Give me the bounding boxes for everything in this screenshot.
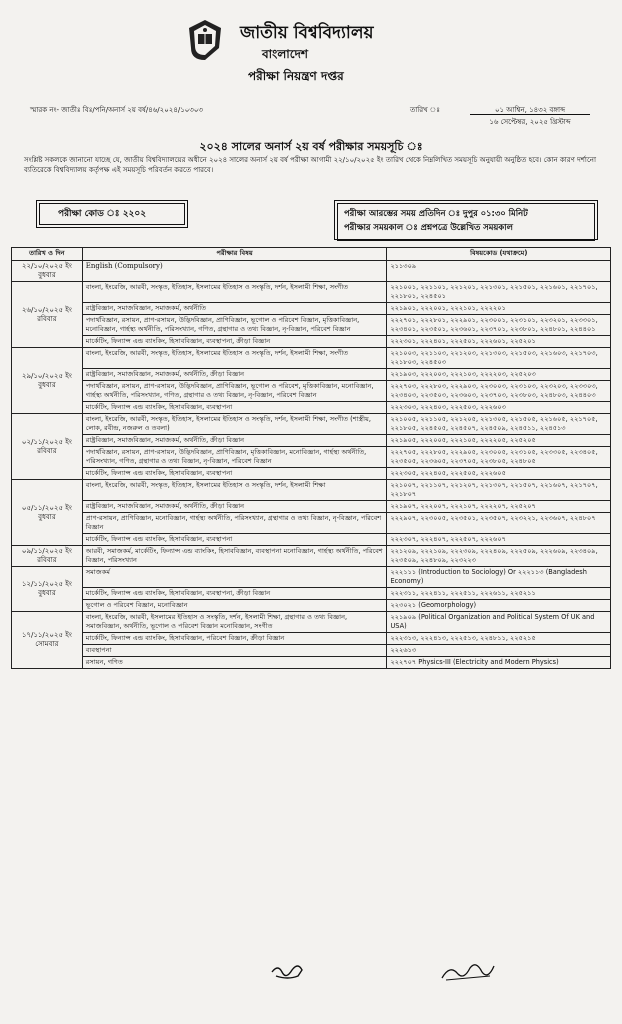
notice-text: সংশ্লিষ্ট সকলকে জানানো যাচ্ছে যে, জাতীয় বিশ্ববিদ্যালয়ের অধীনে ২০২৪ সালের অনার্স ২য় বর্ষ পরীক্ষা আগামী ২২/১০/২০২৫ ইং তারিখ থেকে নিম্নলিখিত সময়সূচি অনুযায়ী অনুষ্ঠিত হবে। কোন কারণ দর্শানো ব্যতিরেকে বিশ্ববিদ্যালয় কর্তৃপক্ষ এই সময়সূচি পরিবর্তন করতে পারবে। (24, 156, 596, 174)
row-date: ২৬/১০/২০২৫ ইং রবিবার (12, 282, 83, 348)
table-row (12, 633, 611, 645)
row-subject: English (Compulsory) (82, 261, 387, 282)
timing-start: পরীক্ষা আরম্ভের সময় প্রতিদিন ঃ দুপুর ০১:৩০ মিনিট (344, 208, 528, 218)
country-name: বাংলাদেশ (262, 47, 308, 61)
table-row (12, 303, 611, 315)
row-subject: ভূগোল ও পরিবেশ বিজ্ঞান, মনোবিজ্ঞান (82, 600, 387, 612)
row-subject: মার্কেটিং, ফিন্যান্স এন্ড ব্যাংকিং, হিসাববিজ্ঞান, ব্যবস্থাপনা, ক্রীড়া বিজ্ঞান (82, 336, 387, 348)
row-code: ২২২৩১৩, ২২২৪১৩, ২২২৫১৩, ২২৪৮১১, ২২৫২১৫ (387, 633, 611, 645)
date-english: ১৬ সেপ্টেম্বর, ২০২৫ খ্রিস্টাব্দ (489, 118, 571, 126)
row-code: ২২২৭০১, ২২২৮০১, ২২২৯০১, ২২৩০০১, ২২৩১০১, ২২৩২০১, ২২৩৩০১, ২২৩৪০১, ২২৩৫০১, ২২৩৬০১, ২২৩৭০১, ২২৩৮০১, ২২৪৮০১, ২২৪৪০১ (387, 315, 611, 336)
table-row (12, 369, 611, 381)
row-subject: মার্কেটিং, ফিন্যান্স এন্ড ব্যাংকিং, হিসাববিজ্ঞান, ব্যবস্থাপনা (82, 468, 387, 480)
row-code: ২২১২০৯, ২২২১০৯, ২২২৩০৯, ২২২৪০৯, ২২২৫০৯, ২২২৬০৯, ২২৩৪০৯, ২২৩৫০৯, ২২৪৮০৯, ২২৩২২৩ (387, 546, 611, 567)
schedule-table (11, 247, 611, 669)
row-code: ২২২৩০৫, ২২২৪০৫, ২২২৫০৫, ২২২৬০৫ (387, 468, 611, 480)
table-row (12, 480, 611, 501)
row-date: ২৯/১০/২০২৫ ইং বুধবার (12, 348, 83, 414)
row-code: ২২২৭০৫, ২২২৮০৫, ২২২৯০৫, ২২৩০০৫, ২২৩১০৫, ২২৩৩০৫, ২২৩৪০৫, ২২৩৫০৫, ২২৩৬০৫, ২২৩৭০৫, ২২৩৮০৫, ২২৪৮০৫ (387, 447, 611, 468)
row-code: ২২২৯০৭, ২২৩০০৫, ২২৩৫০১, ২২৩৫০৭, ২২৩২২১, ২২৩৬০৭, ২২৪৮০৭ (387, 513, 611, 534)
exam-code-box (36, 200, 188, 228)
row-code: ২২২৩১১, ২২২৪১১, ২২২৫১১, ২২২৬১১, ২২৫২১১ (387, 588, 611, 600)
table-row (12, 501, 611, 513)
signature-1-icon (268, 958, 308, 982)
row-subject: রাষ্ট্রবিজ্ঞান, সমাজবিজ্ঞান, সমাজকর্ম, অর্থনীতি, ক্রীড়া বিজ্ঞান (82, 501, 387, 513)
row-code: ২২১৯০৭, ২২২০০৭, ২২২১০৭, ২২২২০৭, ২২৫২০৭ (387, 501, 611, 513)
university-logo-icon (186, 18, 224, 62)
row-subject: বাংলা, ইংরেজি, আরবী, সংস্কৃত, ইতিহাস, ইসলামের ইতিহাস ও সংস্কৃতি, দর্শন, ইসলামী শিক্ষা, সংগীত (শাস্ত্রীয়, লোক, রবীন্দ্র, নজরুল ও তবলা) (82, 414, 387, 435)
row-subject: পদার্থবিজ্ঞান, রসায়ন, প্রাণ-রসায়ন, উদ্ভিদবিজ্ঞান, প্রাণিবিজ্ঞান, মৃত্তিকাবিজ্ঞান, মনোবিজ্ঞান, গার্হস্থ্য অর্থনীতি, পরিসংখ্যান, গণিত, গ্রন্থাগার ও তথ্য বিজ্ঞান, নৃ-বিজ্ঞান, পরিবেশ বিজ্ঞান (82, 447, 387, 468)
row-subject: রাষ্ট্রবিজ্ঞান, সমাজবিজ্ঞান, সমাজকর্ম, অর্থনীতি (82, 303, 387, 315)
row-subject: মার্কেটিং, ফিন্যান্স এন্ড ব্যাংকিং, হিসাববিজ্ঞান, ব্যবস্থাপনা, ক্রীড়া বিজ্ঞান (82, 588, 387, 600)
row-date: ০৯/১১/২০২৫ ইং রবিবার (12, 546, 83, 567)
table-row (12, 282, 611, 303)
row-date: ০২/১১/২০২৫ ইং রবিবার (12, 414, 83, 480)
office-name: পরীক্ষা নিয়ন্ত্রণ দপ্তর (248, 69, 344, 83)
row-date: ০৫/১১/২০২৫ ইং বুধবার (12, 480, 83, 546)
row-subject: মার্কেটিং, ফিন্যান্স এন্ড ব্যাংকিং, হিসাববিজ্ঞান, পরিবেশ বিজ্ঞান, ক্রীড়া বিজ্ঞান (82, 633, 387, 645)
row-subject: প্রাণ-রসায়ন, প্রাণিবিজ্ঞান, মনোবিজ্ঞান, গার্হস্থ্য অর্থনীতি, পরিসংখ্যান, গ্রন্থাগার ও তথ্য বিজ্ঞান, নৃ-বিজ্ঞান, পরিবেশ বিজ্ঞান (82, 513, 387, 534)
row-subject: পদার্থবিজ্ঞান, রসায়ন, প্রাণ-রসায়ন, উদ্ভিদবিজ্ঞান, প্রাণিবিজ্ঞান, ভূগোল ও পরিবেশ, মৃত্তিকাবিজ্ঞান, মনোবিজ্ঞান, গার্হস্থ্য অর্থনীতি, পরিসংখ্যান, গণিত, গ্রন্থাগার ও তথ্য বিজ্ঞান, নৃ-বিজ্ঞান, পরিবেশ বিজ্ঞান (82, 381, 387, 402)
row-date: ১৭/১১/২০২৫ ইং সোমবার (12, 612, 83, 669)
table-row (12, 513, 611, 534)
table-row (12, 336, 611, 348)
row-code: ২২১৯০৩, ২২২০০৩, ২২২১০৩, ২২২২০৩, ২২৫২০৩ (387, 369, 611, 381)
table-row (12, 261, 611, 282)
row-subject: ব্যবস্থাপনা (82, 645, 387, 657)
row-code: ২২২৬১৩ (387, 645, 611, 657)
timing-inner (337, 203, 595, 241)
date-divider (470, 114, 590, 115)
memo-number: স্মারক নং- জাতীঃ বিঃ/পনি/অনার্স ২য় বর্ষ/৪৬/২০২৪/১০৩০৩ (30, 106, 203, 114)
table-row (12, 612, 611, 633)
table-header-row (12, 248, 611, 261)
timing-duration: পরীক্ষার সময়কাল ঃ প্রশ্নপত্রে উল্লেখিত সময়কাল (344, 222, 513, 232)
table-row (12, 447, 611, 468)
row-code: ২২১৯০৯ (Political Organization and Political System Of UK and USA) (387, 612, 611, 633)
row-subject: মার্কেটিং, ফিন্যান্স এন্ড ব্যাংকিং, হিসাববিজ্ঞান, ব্যবস্থাপনা (82, 402, 387, 414)
date-bangla: ০১ আশ্বিন, ১৪৩২ বঙ্গাব্দ (494, 106, 565, 114)
row-code: ২১১৩০৯ (387, 261, 611, 282)
table-row (12, 348, 611, 369)
row-code: ২২১০০৭, ২২১১০৭, ২২১২০৭, ২২১৩০৭, ২২১৫০৭, ২২১৬০৭, ২২১৭০৭, ২২১৮০৭ (387, 480, 611, 501)
table-row (12, 588, 611, 600)
timing-box (334, 200, 598, 240)
table-row (12, 645, 611, 657)
row-code: ২২২৭০৩, ২২২৮০৩, ২২২৯০৩, ২২৩০০৩, ২২৩১০৩, ২২৩২০৩, ২২৩৩০৩, ২২৩৪০৩, ২২৩৫০৩, ২২৩৬০৩, ২২৩৭০৩, ২২৩৮০৩, ২২৪৮০৩, ২২৪৪০৩ (387, 381, 611, 402)
row-subject: বাংলা, ইংরেজি, আরবী, ইসলামের ইতিহাস ও সংস্কৃতি, দর্শন, ইসলামী শিক্ষা, গ্রন্থাগার ও তথ্য বিজ্ঞান, সমাজবিজ্ঞান, অর্থনীতি, ভূগোল ও পরিবেশ বিজ্ঞান মনোবিজ্ঞান, সংগীত (82, 612, 387, 633)
table-row (12, 657, 611, 669)
signature-2-icon (436, 958, 500, 984)
table-row (12, 414, 611, 435)
row-subject: মার্কেটিং, ফিন্যান্স এন্ড ব্যাংকিং, হিসাববিজ্ঞান, ব্যবস্থাপনা (82, 534, 387, 546)
row-subject: বাংলা, ইংরেজি, আরবী, সংস্কৃত, ইতিহাস, ইসলামের ইতিহাস ও সংস্কৃতি, দর্শন, ইসলামী শিক্ষা, সংগীত (82, 348, 387, 369)
row-subject: সমাজকর্ম (82, 567, 387, 588)
row-subject: রসায়ন, গণিত (82, 657, 387, 669)
row-code: ২২১৯০১, ২২২০০১, ২২২১০১, ২২২২০১ (387, 303, 611, 315)
table-row (12, 546, 611, 567)
row-subject: আরবী, সমাজকর্ম, মার্কেটিং, ফিন্যান্স এন্ড ব্যাংকিং, হিসাববিজ্ঞান, ব্যবস্থাপনা মনোবিজ্ঞান, গার্হস্থ্য অর্থনীতি, পরিবেশ বিজ্ঞান, পরিসংখ্যান (82, 546, 387, 567)
header-code: বিষয়কোড (যথাক্রমে) (387, 248, 611, 261)
table-body (12, 261, 611, 669)
header-date: তারিখ ও দিন (12, 248, 83, 261)
table-row (12, 600, 611, 612)
row-code: ২২৩০২১ (Geomorphology) (387, 600, 611, 612)
header-subject: পরীক্ষার বিষয় (82, 248, 387, 261)
date-label: তারিখ ঃ (410, 106, 440, 114)
row-subject: রাষ্ট্রবিজ্ঞান, সমাজবিজ্ঞান, সমাজকর্ম, অর্থনীতি, ক্রীড়া বিজ্ঞান (82, 435, 387, 447)
row-subject: বাংলা, ইংরেজি, আরবী, সংস্কৃত, ইতিহাস, ইসলামের ইতিহাস ও সংস্কৃতি, দর্শন, ইসলামী শিক্ষা (82, 480, 387, 501)
table-row (12, 534, 611, 546)
table-row (12, 315, 611, 336)
table-row (12, 435, 611, 447)
row-code: ২২১০০১, ২২১১০১, ২২১২০১, ২২১৩০১, ২২১৫০১, ২২১৬০১, ২২১৭০১, ২২১৮০১, ২২৪৫০১ (387, 282, 611, 303)
row-code: ২২১০০৫, ২২১১০৫, ২২১২০৫, ২২১৩০৫, ২২১৫০৫, ২২১৬০৫, ২২১৭০৫, ২২১৮০৫, ২২৪৫০৫, ২২৪৫০৭, ২২৪৫০৯, ২২৪৫১১, ২২৪৫১৩ (387, 414, 611, 435)
row-code: ২২২১১১ (Introduction to Sociology) Or ২২২১১৩ (Bangladesh Economy) (387, 567, 611, 588)
table-row (12, 567, 611, 588)
table-row (12, 468, 611, 480)
row-date: ২২/১০/২০২৫ ইং বুধবার (12, 261, 83, 282)
row-subject: বাংলা, ইংরেজি, আরবী, সংস্কৃত, ইতিহাস, ইসলামের ইতিহাস ও সংস্কৃতি, দর্শন, ইসলামী শিক্ষা, সংগীত (82, 282, 387, 303)
row-code: ২২২৩০৩, ২২২৪০৩, ২২২৫০৩, ২২২৬০৩ (387, 402, 611, 414)
row-code: ২২১৯০৫, ২২২০০৫, ২২২১০৫, ২২২২০৫, ২২৫২০৫ (387, 435, 611, 447)
row-code: ২২২৩০৭, ২২২৪০৭, ২২২৫০৭, ২২২৬০৭ (387, 534, 611, 546)
university-name: জাতীয় বিশ্ববিদ্যালয় (240, 23, 374, 43)
table-row (12, 381, 611, 402)
row-subject: রাষ্ট্রবিজ্ঞান, সমাজবিজ্ঞান, সমাজকর্ম, অর্থনীতি, ক্রীড়া বিজ্ঞান (82, 369, 387, 381)
row-date: ১২/১১/২০২৫ ইং বুধবার (12, 567, 83, 612)
exam-code: পরীক্ষা কোড ঃ ২২০২ (39, 203, 185, 225)
row-subject: পদার্থবিজ্ঞান, রসায়ন, প্রাণ-রসায়ন, উদ্ভিদবিজ্ঞান, প্রাণিবিজ্ঞান, ভূগোল ও পরিবেশ বিজ্ঞান, মৃত্তিকাবিজ্ঞান, মনোবিজ্ঞান, গার্হস্থ্য অর্থনীতি, পরিসংখ্যান, গণিত, গ্রন্থাগার ও তথ্য বিজ্ঞান, নৃ-বিজ্ঞান, পরিবেশ বিজ্ঞান (82, 315, 387, 336)
row-code: ২২১০০৩, ২২১১০৩, ২২১২০৩, ২২১৩০৩, ২২১৫০৩, ২২১৬০৩, ২২১৭০৩, ২২১৮০৩, ২২৪৫০৩ (387, 348, 611, 369)
row-code: ২২২৩০১, ২২২৪০১, ২২২৫০১, ২২২৬০১, ২২৫২০১ (387, 336, 611, 348)
page-title: ২০২৪ সালের অনার্স ২য় বর্ষ পরীক্ষার সময়সূচি ঃ (199, 140, 423, 153)
row-code: ২২২৭০৭ Physics-III (Electricity and Modern Physics) (387, 657, 611, 669)
table-row (12, 402, 611, 414)
